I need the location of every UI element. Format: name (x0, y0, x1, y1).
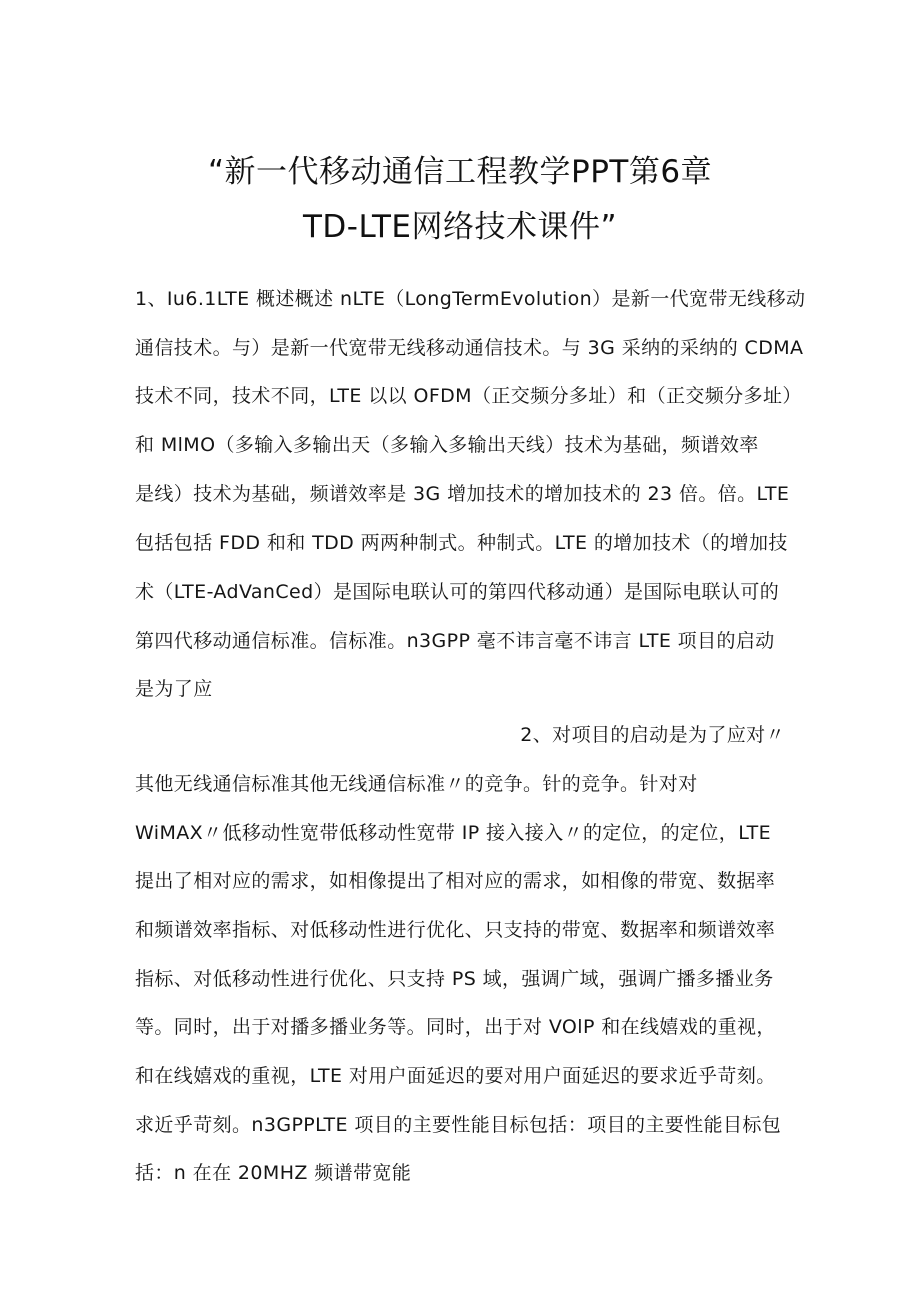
body-line: 和在线嬉戏的重视，LTE 对用户面延迟的要对用户面延迟的要求近乎苛刻。 (135, 1065, 776, 1087)
document-title-line-1: “新一代移动通信工程教学PPT第6章 (207, 154, 713, 190)
body-line: 术（LTE-AdVanCed）是国际电联认可的第四代移动通）是国际电联认可的 (135, 581, 780, 603)
body-line: 是为了应 (135, 678, 213, 700)
body-line: 第四代移动通信标准。信标准。n3GPP 毫不讳言毫不讳言 LTE 项目的启动 (135, 630, 775, 652)
body-line: 1、Iu6.1LTE 概述概述 nLTE（LongTermEvolution）是新一代宽带无线移动 (135, 288, 806, 310)
body-line: 包括包括 FDD 和和 TDD 两两种制式。种制式。LTE 的增加技术（的增加技 (135, 532, 788, 554)
body-line: 通信技术。与）是新一代宽带无线移动通信技术。与 3G 采纳的采纳的 CDMA (135, 337, 804, 359)
body-line: WiMAX〃低移动性宽带低移动性宽带 IP 接入接入〃的定位，的定位，LTE (135, 822, 771, 844)
body-line: 和 MlMO（多输入多输出天（多输入多输出天线）技术为基础，频谱效率 (135, 434, 759, 456)
body-line: 求近乎苛刻。n3GPPLTE 项目的主要性能目标包括：项目的主要性能目标包 (135, 1114, 782, 1136)
body-line: 其他无线通信标准其他无线通信标准〃的竞争。针的竞争。针对对 (135, 773, 698, 795)
body-line: 等。同时，出于对播多播业务等。同时，出于对 VOlP 和在线嬉戏的重视， (135, 1016, 776, 1038)
body-line: 技术不同，技术不同，LTE 以以 OFDM（正交频分多址）和（正交频分多址） (135, 385, 802, 407)
section-2-heading: 2、对项目的启动是为了应对〃 (520, 724, 785, 746)
body-line: 和频谱效率指标、对低移动性进行优化、只支持的带宽、数据率和频谱效率 (135, 919, 776, 941)
body-line: 括：n 在在 20MHZ 频谱带宽能 (135, 1162, 412, 1184)
document-title-line-2: TD-LTE网络技术课件” (302, 209, 618, 245)
body-line: 是线）技术为基础，频谱效率是 3G 增加技术的增加技术的 23 倍。倍。LTE (135, 483, 790, 505)
body-line: 指标、对低移动性进行优化、只支持 PS 域，强调广域，强调广播多播业务 (135, 968, 774, 990)
body-line: 提出了相对应的需求，如相像提出了相对应的需求，如相像的带宽、数据率 (135, 870, 776, 892)
